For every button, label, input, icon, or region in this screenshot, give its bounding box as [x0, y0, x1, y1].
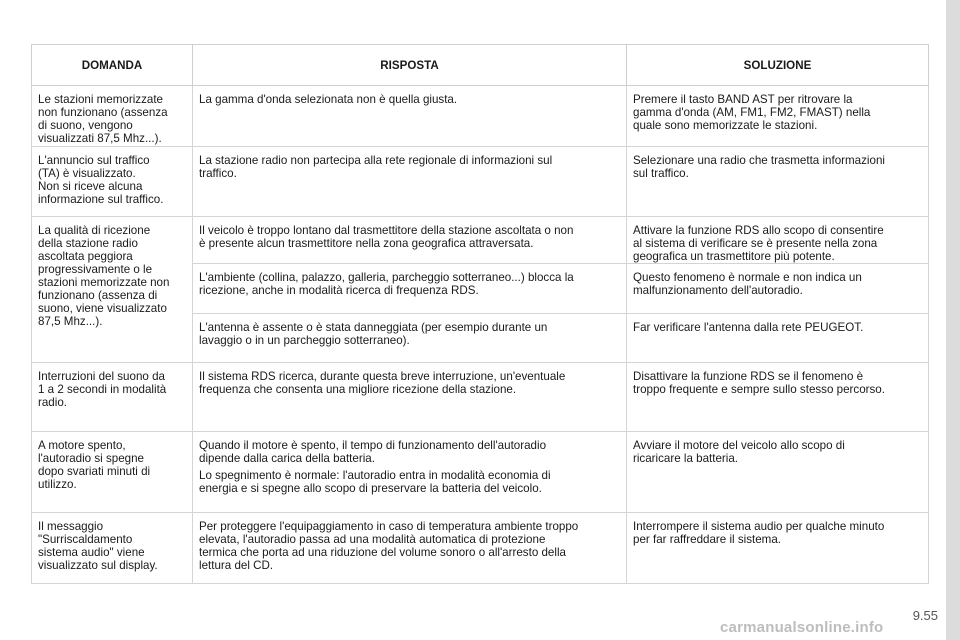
answer-text: L'ambiente (collina, palazzo, galleria, parcheggio sotterraneo...) blocca la ricezione, anche in modalità ricerca di frequenza RDS.	[199, 271, 574, 297]
question-text: Le stazioni memorizzate non funzionano (assenza di suono, vengono visualizzati 87,5 Mhz...).	[38, 93, 168, 145]
solution-cell	[627, 264, 929, 314]
question-cell	[32, 513, 193, 584]
solution-cell	[627, 432, 929, 513]
answer-cell	[193, 363, 627, 432]
table-row	[32, 513, 929, 584]
answer-cell	[193, 217, 627, 264]
question-text: Il messaggio "Surriscaldamento sistema audio" viene visualizzato sul display.	[38, 520, 158, 572]
answer-text: Lo spegnimento è normale: l'autoradio entra in modalità economia di energia e si spegne allo scopo di preservare la batteria del veicolo.	[199, 469, 551, 495]
question-cell	[32, 363, 193, 432]
solution-text: Selezionare una radio che trasmetta informazioni sul traffico.	[633, 154, 885, 180]
page-number: 9.55	[912, 608, 938, 623]
answer-cell	[193, 314, 627, 363]
question-cell	[32, 217, 193, 363]
watermark: carmanualsonline.info	[720, 619, 884, 636]
table-row	[32, 432, 929, 513]
solution-cell	[627, 513, 929, 584]
question-text: Interruzioni del suono da 1 a 2 secondi in modalità radio.	[38, 370, 167, 409]
answer-text: L'antenna è assente o è stata danneggiata (per esempio durante un lavaggio o in un parcheggio sotterraneo).	[199, 321, 548, 347]
question-text: L'annuncio sul traffico (TA) è visualizzato. Non si riceve alcuna informazione sul traffico.	[38, 154, 164, 206]
question-text: La qualità di ricezione della stazione radio ascoltata peggiora progressivamente o le stazioni memorizzate non funzionano (assenza di suono, viene visualizzato 87,5 Mhz...).	[38, 224, 170, 328]
header-answer: RISPOSTA	[193, 45, 627, 86]
troubleshooting-table	[31, 44, 929, 584]
page-edge-strip	[946, 0, 960, 640]
answer-cell	[193, 432, 627, 513]
solution-text: Interrompere il sistema audio per qualche minuto per far raffreddare il sistema.	[633, 520, 885, 546]
answer-text: La gamma d'onda selezionata non è quella giusta.	[199, 93, 458, 106]
answer-text: La stazione radio non partecipa alla rete regionale di informazioni sul traffico.	[199, 154, 553, 180]
answer-text: Quando il motore è spento, il tempo di funzionamento dell'autoradio dipende dalla carica della batteria.	[199, 439, 547, 465]
answer-cell	[193, 513, 627, 584]
solution-cell	[627, 86, 929, 147]
solution-text: Premere il tasto BAND AST per ritrovare la gamma d'onda (AM, FM1, FM2, FMAST) nella quale sono memorizzate le stazioni.	[633, 93, 871, 132]
answer-text: Per proteggere l'equipaggiamento in caso di temperatura ambiente troppo elevata, l'autoradio passa ad una modalità automatica di protezione termica che porta ad una riduzione del volume sonoro o all'arresto della lettura del CD.	[199, 520, 579, 572]
table-row	[32, 86, 929, 147]
solution-text: Questo fenomeno è normale e non indica un malfunzionamento dell'autoradio.	[633, 271, 862, 297]
solution-text: Far verificare l'antenna dalla rete PEUGEOT.	[633, 321, 864, 334]
table-row	[32, 147, 929, 217]
answer-cell	[193, 147, 627, 217]
header-question: DOMANDA	[32, 45, 193, 86]
table-header-row	[32, 45, 929, 86]
solution-cell	[627, 217, 929, 264]
table-row	[32, 217, 929, 264]
answer-text: Il veicolo è troppo lontano dal trasmettitore della stazione ascoltata o non è presente alcun trasmettitore nella zona geografica attraversata.	[199, 224, 574, 250]
solution-cell	[627, 314, 929, 363]
solution-cell	[627, 363, 929, 432]
answer-cell	[193, 86, 627, 147]
solution-text: Disattivare la funzione RDS se il fenomeno è troppo frequente e sempre sullo stesso percorso.	[633, 370, 885, 396]
solution-text: Avviare il motore del veicolo allo scopo di ricaricare la batteria.	[633, 439, 845, 465]
solution-text: Attivare la funzione RDS allo scopo di consentire al sistema di verificare se è presente nella zona geografica un trasmettitore più potente.	[633, 224, 884, 263]
answer-cell	[193, 264, 627, 314]
answer-text: Il sistema RDS ricerca, durante questa breve interruzione, un'eventuale frequenza che consenta una migliore ricezione della stazione.	[199, 370, 566, 396]
question-text: A motore spento, l'autoradio si spegne dopo svariati minuti di utilizzo.	[38, 439, 151, 491]
question-cell	[32, 147, 193, 217]
solution-cell	[627, 147, 929, 217]
table-row	[32, 363, 929, 432]
header-solution: SOLUZIONE	[627, 45, 929, 86]
question-cell	[32, 86, 193, 147]
question-cell	[32, 432, 193, 513]
